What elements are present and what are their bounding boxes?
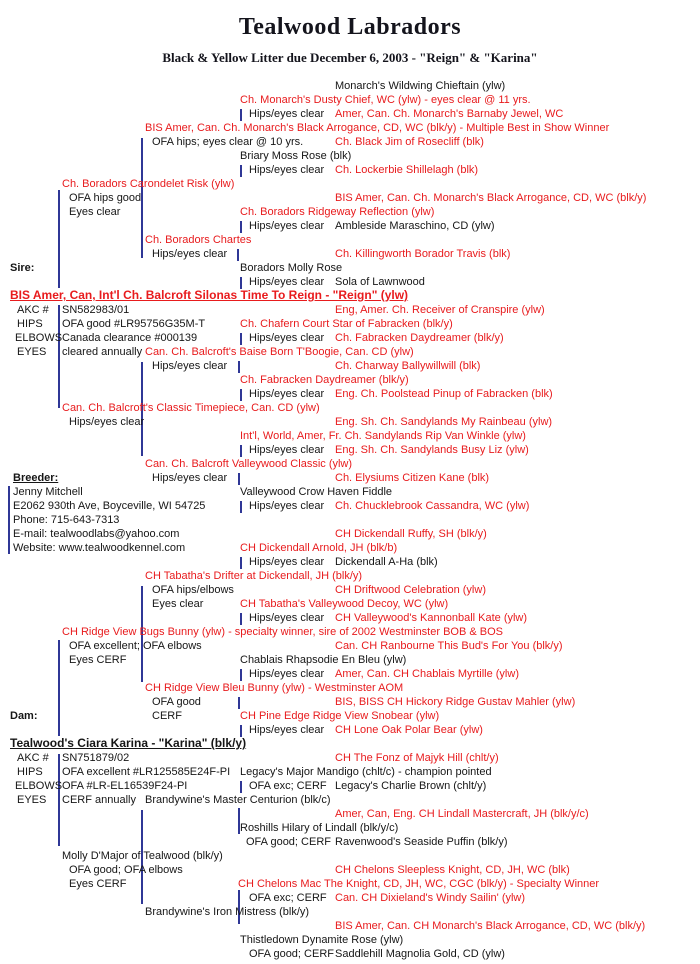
health-note: Hips/eyes clear: [249, 276, 325, 288]
dog-name: Roshills Hilary of Lindall (blk/y/c): [240, 822, 399, 834]
breeder-address: E2062 930th Ave, Boyceville, WI 54725: [13, 500, 206, 512]
pedigree-row: [0, 234, 700, 247]
dog-name: Ch. Lockerbie Shillelagh (blk): [335, 164, 479, 176]
dog-name: CH Chelons Mac The Knight, CD, JH, WC, CGC (blk/y) - Specialty Winner: [238, 878, 600, 890]
health-note: Hips/eyes clear: [249, 444, 325, 456]
dog-name: Eng. Ch. Poolstead Pinup of Fabracken (blk): [335, 388, 553, 400]
field-label: EYES: [17, 794, 47, 806]
health-note: Eyes clear: [69, 206, 121, 218]
health-note: Hips/eyes clear: [249, 108, 325, 120]
dog-name: Valleywood Crow Haven Fiddle: [240, 486, 393, 498]
dog-name: CH Driftwood Celebration (ylw): [335, 584, 486, 596]
dog-name: CH Lone Oak Polar Bear (ylw): [335, 724, 483, 736]
field-label: AKC #: [17, 752, 49, 764]
dog-name: Dickendall A-Ha (blk): [335, 556, 438, 568]
dog-name: BIS Amer, Can. Ch. Monarch's Black Arrogance, CD, WC (blk/y): [335, 192, 647, 204]
dog-name: BIS, BISS CH Hickory Ridge Gustav Mahler (ylw): [335, 696, 576, 708]
field-label: AKC #: [17, 304, 49, 316]
pedigree-row: [0, 640, 700, 653]
health-note: Hips/eyes clear: [249, 556, 325, 568]
health-note: OFA hips; eyes clear @ 10 yrs.: [152, 136, 304, 148]
dog-name: Ch. Boradors Carondelet Risk (ylw): [62, 178, 235, 190]
pedigree-row: [0, 374, 700, 387]
pedigree-row: [0, 626, 700, 639]
pedigree-row: [0, 332, 700, 345]
pedigree-row: [0, 458, 700, 471]
field-label: ELBOWS: [15, 332, 63, 344]
pedigree-row: [0, 178, 700, 191]
dog-name: Ch. Chafern Court Star of Fabracken (blk/y): [240, 318, 453, 330]
pedigree-row: [0, 920, 700, 933]
dog-name: Saddlehill Magnolia Gold, CD (ylw): [335, 948, 505, 960]
field-label: HIPS: [17, 766, 43, 778]
pedigree-row: [0, 192, 700, 205]
breeder-label: Breeder:: [13, 472, 59, 484]
field-value: SN751879/02: [62, 752, 130, 764]
page-subtitle: Black & Yellow Litter due December 6, 2003 - "Reign" & "Karina": [162, 50, 538, 65]
dog-name: Ch. Fabracken Daydreamer (blk/y): [240, 374, 409, 386]
pedigree-row: [0, 822, 700, 835]
pedigree-row: [0, 486, 700, 499]
pedigree-row: [0, 737, 700, 750]
dog-name: Ch. Monarch's Dusty Chief, WC (ylw) - eyes clear @ 11 yrs.: [240, 94, 531, 106]
dog-name: Ravenwood's Seaside Puffin (blk/y): [335, 836, 508, 848]
dog-name: Thistledown Dynamite Rose (ylw): [240, 934, 404, 946]
dog-name: Boradors Molly Rose: [240, 262, 343, 274]
breeder-website: Website: www.tealwoodkennel.com: [13, 542, 186, 554]
pedigree-row: [0, 220, 700, 233]
pedigree-row: [0, 794, 700, 807]
health-note: OFA exc; CERF: [249, 780, 327, 792]
pedigree-row: [0, 682, 700, 695]
pedigree-row: [0, 416, 700, 429]
pedigree-row: [0, 934, 700, 947]
dog-name: Can. CH Dixieland's Windy Sailin' (ylw): [335, 892, 526, 904]
dog-name: Legacy's Major Mandigo (chlt/c) - champion pointed: [240, 766, 492, 778]
pedigree-row: [0, 318, 700, 331]
dog-name: CH Ridge View Bugs Bunny (ylw) - specialty winner, sire of 2002 Westminster BOB & BOS: [62, 626, 503, 638]
pedigree-row: [0, 402, 700, 415]
dog-name: Molly D'Major of Tealwood (blk/y): [62, 850, 223, 862]
health-note: OFA hips good: [69, 192, 142, 204]
pedigree-row: [0, 906, 700, 919]
dog-name: CH Chelons Sleepless Knight, CD, JH, WC (blk): [335, 864, 570, 876]
pedigree-row: [0, 472, 700, 485]
pedigree-row: [0, 122, 700, 135]
dog-name: Ch. Boradors Chartes: [145, 234, 252, 246]
sire-label: Sire:: [10, 262, 35, 274]
pedigree-row: [0, 948, 700, 961]
dog-name: Ch. Elysiums Citizen Kane (blk): [335, 472, 490, 484]
breeder-email: E-mail: tealwoodlabs@yahoo.com: [13, 528, 180, 540]
dog-name: CH Ridge View Bleu Bunny (ylw) - Westminster AOM: [145, 682, 404, 694]
health-note: Eyes CERF: [69, 878, 127, 890]
health-note: Eyes clear: [152, 598, 204, 610]
health-note: Eyes CERF: [69, 654, 127, 666]
pedigree-row: [0, 206, 700, 219]
health-note: Hips/eyes clear: [249, 164, 325, 176]
pedigree-row: [0, 696, 700, 709]
pedigree-row: [0, 500, 700, 513]
pedigree-row: [0, 388, 700, 401]
dam-label: Dam:: [10, 710, 38, 722]
health-note: Hips/eyes clear: [152, 360, 228, 372]
health-note: Hips/eyes clear: [249, 724, 325, 736]
pedigree-row: [0, 752, 700, 765]
field-value: CERF annually: [62, 794, 136, 806]
pedigree-row: [0, 108, 700, 121]
pedigree-row: [0, 528, 700, 541]
field-label: ELBOWS: [15, 780, 63, 792]
dog-name: CH Valleywood's Kannonball Kate (ylw): [335, 612, 528, 624]
health-note: Hips/eyes clear: [249, 500, 325, 512]
pedigree-row: [0, 136, 700, 149]
field-value: OFA excellent #LR125585E24F-PI: [62, 766, 231, 778]
dog-name: Amer, Can, Eng. CH Lindall Mastercraft, JH (blk/y/c): [335, 808, 589, 820]
pedigree-row: [0, 80, 700, 93]
pedigree-row: [0, 248, 700, 261]
dog-name: Brandywine's Iron Mistress (blk/y): [145, 906, 310, 918]
pedigree-row: [0, 710, 700, 723]
pedigree-row: [0, 94, 700, 107]
dog-name: Ch. Charway Ballywillwill (blk): [335, 360, 481, 372]
pedigree-row: [0, 668, 700, 681]
dog-name: Eng. Sh. Ch. Sandylands Busy Liz (ylw): [335, 444, 529, 456]
health-note: Hips/eyes clear: [249, 332, 325, 344]
health-note: OFA hips/elbows: [152, 584, 234, 596]
health-note: Hips/eyes clear: [152, 472, 228, 484]
health-note: Hips/eyes clear: [249, 388, 325, 400]
health-note: Hips/eyes clear: [69, 416, 145, 428]
pedigree-row: [0, 892, 700, 905]
sire-headline: BIS Amer, Can, Int'l Ch. Balcroft Silonas Time To Reign - "Reign" (ylw): [10, 288, 409, 302]
field-value: Canada clearance #000139: [62, 332, 198, 344]
field-value: OFA good #LR95756G35M-T: [62, 318, 206, 330]
pedigree-row: [0, 430, 700, 443]
pedigree-row: [0, 346, 700, 359]
dog-name: Ch. Chucklebrook Cassandra, WC (ylw): [335, 500, 530, 512]
health-note: Hips/eyes clear: [249, 668, 325, 680]
dog-name: Can. Ch. Balcroft Valleywood Classic (ylw): [145, 458, 353, 470]
health-note: OFA good; OFA elbows: [69, 864, 183, 876]
dog-name: Int'l, World, Amer, Fr. Ch. Sandylands Rip Van Winkle (ylw): [240, 430, 526, 442]
dog-name: Ambleside Maraschino, CD (ylw): [335, 220, 495, 232]
dog-name: Ch. Boradors Ridgeway Reflection (ylw): [240, 206, 435, 218]
dog-name: Ch. Black Jim of Rosecliff (blk): [335, 136, 484, 148]
dog-name: Can. Ch. Balcroft's Classic Timepiece, Can. CD (ylw): [62, 402, 320, 414]
pedigree-row: [0, 556, 700, 569]
dog-name: Eng, Amer. Ch. Receiver of Cranspire (ylw): [335, 304, 545, 316]
dog-name: Brandywine's Master Centurion (blk/c): [145, 794, 331, 806]
field-label: HIPS: [17, 318, 43, 330]
pedigree-row: [0, 164, 700, 177]
pedigree-row: [0, 360, 700, 373]
pedigree-row: [0, 289, 700, 302]
dog-name: Chablais Rhapsodie En Bleu (ylw): [240, 654, 407, 666]
pedigree-row: [0, 150, 700, 163]
pedigree-row: [0, 878, 700, 891]
dog-name: CH Pine Edge Ridge View Snobear (ylw): [240, 710, 440, 722]
dog-name: Briary Moss Rose (blk): [240, 150, 352, 162]
dog-name: Monarch's Wildwing Chieftain (ylw): [335, 80, 506, 92]
breeder-phone: Phone: 715-643-7313: [13, 514, 120, 526]
pedigree-row: [0, 304, 700, 317]
dog-name: BIS Amer, Can. Ch. Monarch's Black Arrogance, CD, WC (blk/y) - Multiple Best in Show Winner: [145, 122, 610, 134]
health-note: Hips/eyes clear: [249, 612, 325, 624]
pedigree-row: [0, 836, 700, 849]
pedigree-row: [0, 598, 700, 611]
pedigree-row: [0, 584, 700, 597]
pedigree-row: [0, 654, 700, 667]
health-note: OFA good; CERF: [246, 836, 331, 848]
pedigree-row: [0, 850, 700, 863]
dog-name: Eng. Sh. Ch. Sandylands My Rainbeau (ylw): [335, 416, 553, 428]
dog-name: CH Dickendall Arnold, JH (blk/b): [240, 542, 398, 554]
dog-name: BIS Amer, Can. CH Monarch's Black Arrogance, CD, WC (blk/y): [335, 920, 646, 932]
dog-name: Can. CH Ranbourne This Bud's For You (blk/y): [335, 640, 563, 652]
pedigree-row: [0, 612, 700, 625]
field-value: cleared annually: [62, 346, 143, 358]
pedigree-row: [0, 864, 700, 877]
field-value: SN582983/01: [62, 304, 130, 316]
pedigree-row: [0, 542, 700, 555]
breeder-name: Jenny Mitchell: [13, 486, 83, 498]
pedigree-row: [0, 514, 700, 527]
dog-name: Can. Ch. Balcroft's Baise Born T'Boogie, Can. CD (ylw): [145, 346, 414, 358]
pedigree-row: [0, 570, 700, 583]
dog-name: CH Dickendall Ruffy, SH (blk/y): [335, 528, 487, 540]
health-note: OFA good: [152, 696, 201, 708]
dog-name: Amer, Can. Ch. Monarch's Barnaby Jewel, WC: [335, 108, 564, 120]
page-title: Tealwood Labradors: [238, 14, 462, 40]
pedigree-row: [0, 766, 700, 779]
health-note: Hips/eyes clear: [152, 248, 228, 260]
field-label: EYES: [17, 346, 47, 358]
pedigree-row: [0, 808, 700, 821]
dam-headline: Tealwood's Ciara Karina - "Karina" (blk/y): [10, 736, 247, 750]
pedigree-row: [0, 780, 700, 793]
health-note: OFA exc; CERF: [249, 892, 327, 904]
dog-name: CH Tabatha's Drifter at Dickendall, JH (blk/y): [145, 570, 363, 582]
health-note: OFA excellent; OFA elbows: [69, 640, 202, 652]
health-note: Hips/eyes clear: [249, 220, 325, 232]
dog-name: CH The Fonz of Majyk Hill (chlt/y): [335, 752, 499, 764]
field-value: OFA #LR-EL16539F24-PI: [62, 780, 188, 792]
pedigree-row: [0, 444, 700, 457]
health-note: CERF: [152, 710, 182, 722]
dog-name: Legacy's Charlie Brown (chlt/y): [335, 780, 487, 792]
health-note: OFA good; CERF: [249, 948, 334, 960]
dog-name: Ch. Killingworth Borador Travis (blk): [335, 248, 511, 260]
dog-name: Ch. Fabracken Daydreamer (blk/y): [335, 332, 504, 344]
pedigree-row: [0, 262, 700, 275]
dog-name: Sola of Lawnwood: [335, 276, 425, 288]
dog-name: CH Tabatha's Valleywood Decoy, WC (ylw): [240, 598, 449, 610]
dog-name: Amer, Can. CH Chablais Myrtille (ylw): [335, 668, 519, 680]
